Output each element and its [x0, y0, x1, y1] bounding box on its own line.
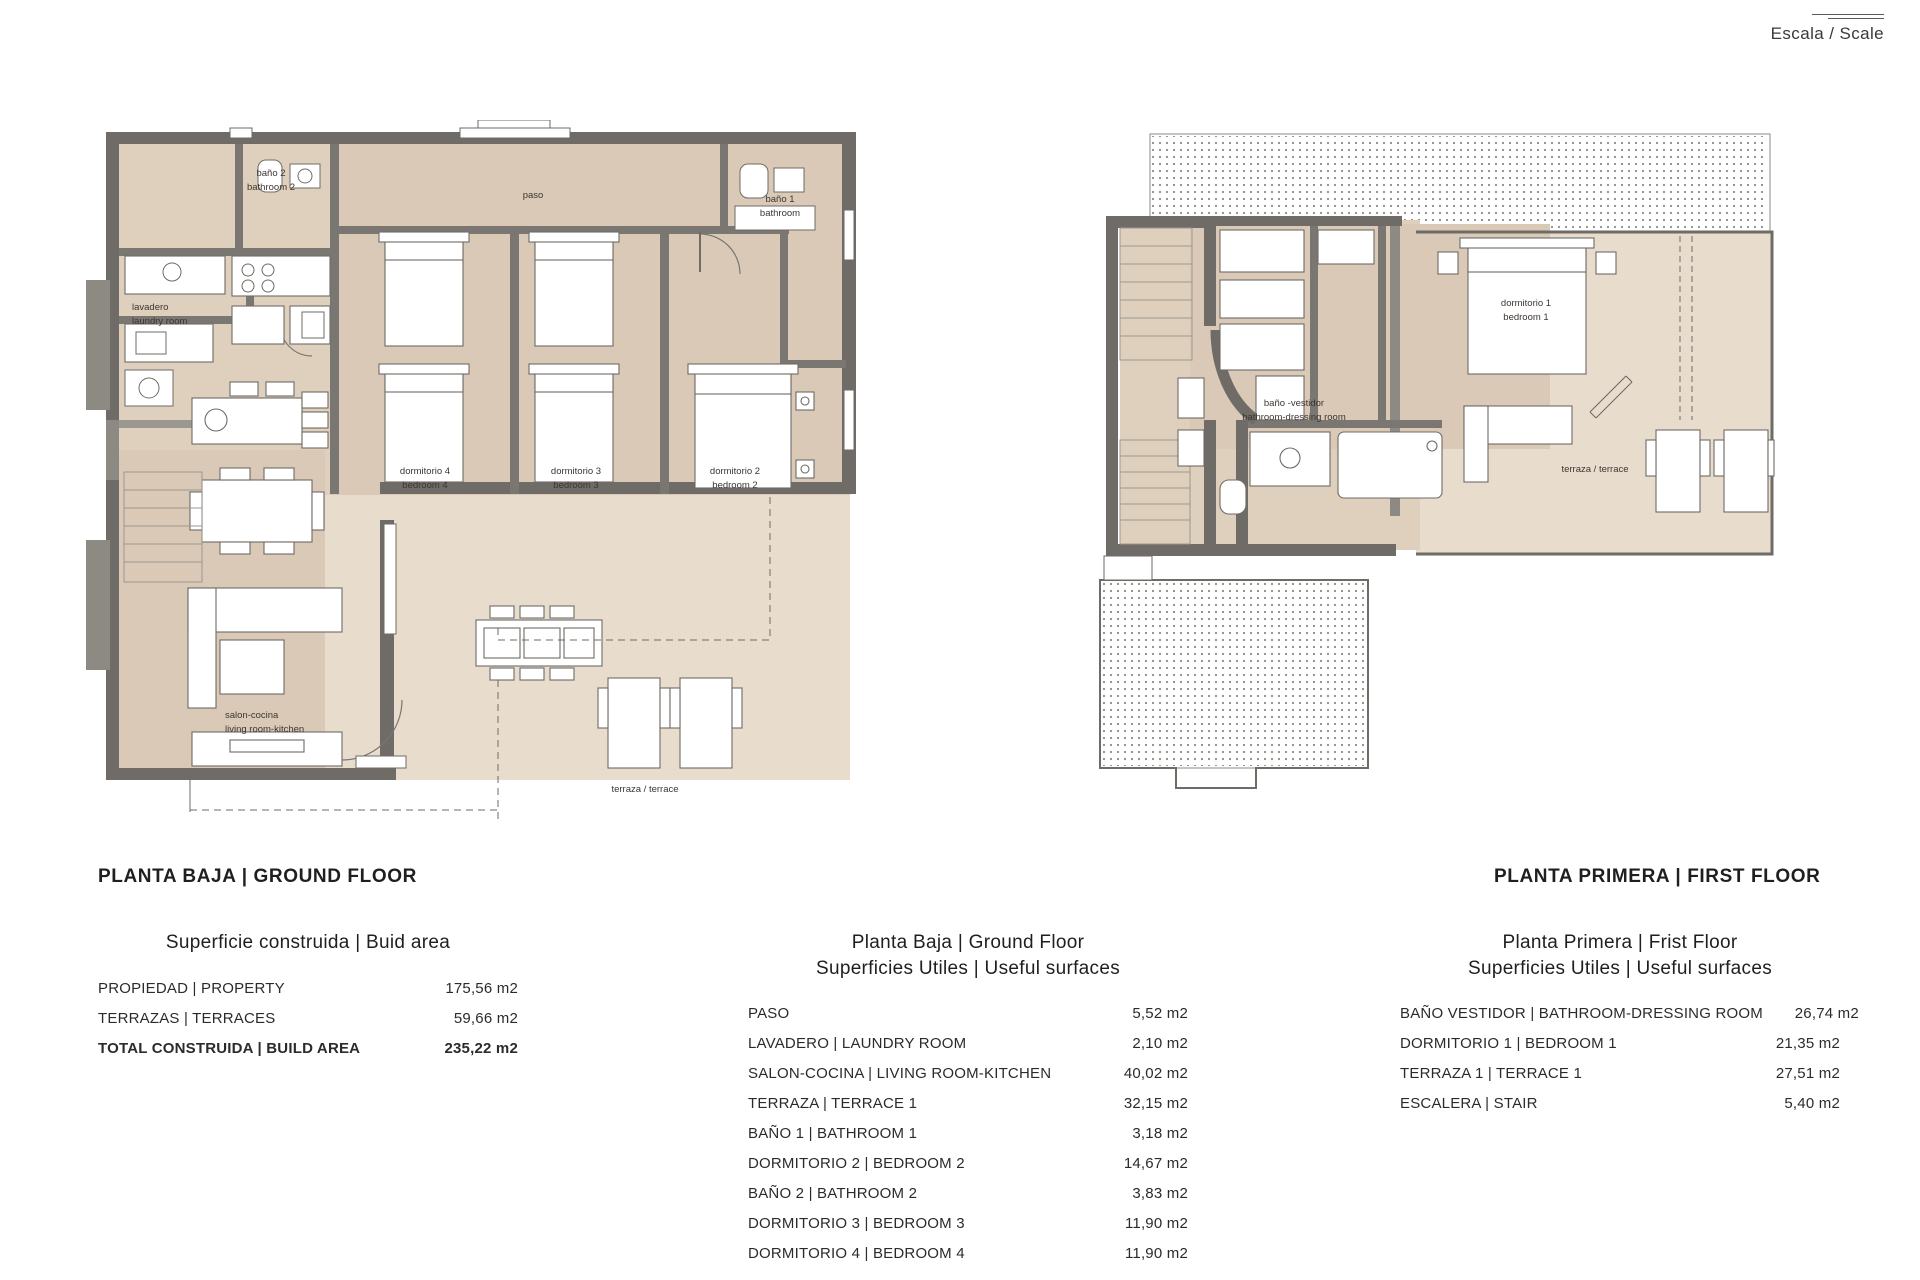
svg-text:bedroom 3: bedroom 3	[553, 480, 599, 491]
first-surfaces-rows	[1400, 999, 1859, 1119]
surface-row	[98, 1034, 518, 1064]
svg-text:baño -vestidor: baño -vestidor	[1263, 398, 1325, 409]
surface-row-label: DORMITORIO 4 | BEDROOM 4	[748, 1245, 965, 1263]
svg-text:terraza / terrace: terraza / terrace	[1561, 464, 1629, 475]
surface-row-value: 3,83 m2	[1132, 1185, 1188, 1203]
build-area-rows	[98, 974, 518, 1064]
ground-surfaces-title	[748, 930, 1188, 981]
svg-text:terraza / terrace: terraza / terrace	[611, 784, 679, 795]
svg-text:paso: paso	[522, 190, 544, 201]
svg-text:bathroom: bathroom	[759, 208, 801, 219]
surface-row	[98, 1004, 518, 1034]
svg-text:baño 1: baño 1	[765, 194, 795, 205]
first-surfaces-title-line2: Superficies Utiles | Useful surfaces	[1467, 957, 1772, 979]
surface-row-value: 2,10 m2	[1132, 1035, 1188, 1053]
surface-row-value: 27,51 m2	[1775, 1065, 1840, 1083]
scale-bar-top	[1812, 14, 1884, 15]
svg-text:bathroom 2: bathroom 2	[246, 182, 296, 193]
surface-row-value: 11,90 m2	[1124, 1245, 1188, 1263]
surface-row-value: 59,66 m2	[453, 1009, 518, 1027]
ground-floor-plan	[80, 120, 900, 820]
first-surfaces-title	[1400, 930, 1840, 981]
surface-row-label: ESCALERA | STAIR	[1400, 1095, 1538, 1113]
surface-row-label: DORMITORIO 3 | BEDROOM 3	[748, 1215, 965, 1233]
surface-row-label: TERRAZAS | TERRACES	[98, 1009, 276, 1027]
ground-surfaces-table	[748, 930, 1188, 1269]
surface-row-label: BAÑO VESTIDOR | BATHROOM-DRESSING ROOM	[1400, 1005, 1763, 1023]
svg-text:dormitorio 4: dormitorio 4	[399, 466, 451, 477]
surface-row	[748, 1089, 1188, 1119]
svg-text:bedroom 1: bedroom 1	[1503, 312, 1549, 323]
surface-row-label: BAÑO 2 | BATHROOM 2	[748, 1185, 918, 1203]
surface-row	[1400, 999, 1859, 1029]
surface-row-value: 11,90 m2	[1124, 1215, 1188, 1233]
svg-text:living room-kitchen: living room-kitchen	[225, 724, 305, 735]
svg-text:dormitorio 1: dormitorio 1	[1500, 298, 1552, 309]
surface-row	[748, 1209, 1188, 1239]
build-area-table	[98, 930, 518, 1064]
surface-row-value: 5,52 m2	[1132, 1005, 1188, 1023]
surface-row-label: DORMITORIO 2 | BEDROOM 2	[748, 1155, 965, 1173]
svg-text:bedroom 4: bedroom 4	[402, 480, 448, 491]
svg-text:laundry room: laundry room	[132, 316, 188, 327]
first-floor-drawing	[1100, 134, 1774, 788]
surface-row-value: 26,74 m2	[1794, 1005, 1859, 1023]
surface-row-value: 14,67 m2	[1123, 1155, 1188, 1173]
svg-text:dormitorio 3: dormitorio 3	[550, 466, 602, 477]
surface-row-label: TERRAZA | TERRACE 1	[748, 1095, 918, 1113]
surface-row-value: 3,18 m2	[1132, 1125, 1188, 1143]
build-area-title: Superficie construida | Buid area	[165, 932, 451, 953]
surface-row-value: 175,56 m2	[445, 979, 518, 997]
ground-floor-drawing	[86, 120, 856, 820]
surface-row	[748, 999, 1188, 1029]
surface-row-value: 40,02 m2	[1123, 1065, 1188, 1083]
surface-row-label: DORMITORIO 1 | BEDROOM 1	[1400, 1035, 1617, 1053]
ground-surfaces-title-line2: Superficies Utiles | Useful surfaces	[815, 957, 1120, 979]
ground-floor-title: PLANTA BAJA | GROUND FLOOR	[98, 866, 417, 887]
scale-bar-bottom	[1828, 18, 1884, 19]
surface-row	[748, 1149, 1188, 1179]
ground-surfaces-rows	[748, 999, 1188, 1269]
surface-row	[748, 1029, 1188, 1059]
surface-row	[748, 1179, 1188, 1209]
surface-row	[1400, 1029, 1840, 1059]
surface-row-label: TERRAZA 1 | TERRACE 1	[1400, 1065, 1583, 1083]
surface-row	[1400, 1059, 1840, 1089]
first-surfaces-title-line1: Planta Primera | Frist Floor	[1502, 932, 1738, 953]
surface-row-value: 5,40 m2	[1784, 1095, 1840, 1113]
surface-row	[98, 974, 518, 1004]
surface-row-value: 21,35 m2	[1775, 1035, 1840, 1053]
svg-text:lavadero: lavadero	[132, 302, 169, 313]
surface-row-label: PASO	[748, 1005, 790, 1023]
svg-text:salon-cocina: salon-cocina	[225, 710, 279, 721]
scale-label: Escala / Scale	[1770, 24, 1884, 43]
scale-bars	[1771, 14, 1884, 19]
surface-row	[748, 1059, 1188, 1089]
svg-text:baño 2: baño 2	[256, 168, 286, 179]
surface-row-label: BAÑO 1 | BATHROOM 1	[748, 1125, 918, 1143]
first-surfaces-table	[1400, 930, 1859, 1119]
surface-row-value: 32,15 m2	[1123, 1095, 1188, 1113]
surface-row-label: LAVADERO | LAUNDRY ROOM	[748, 1035, 967, 1053]
surface-row-label: SALON-COCINA | LIVING ROOM-KITCHEN	[748, 1065, 1052, 1083]
surface-row	[748, 1239, 1188, 1269]
svg-text:bathroom-dressing room: bathroom-dressing room	[1242, 412, 1346, 423]
surface-row	[1400, 1089, 1840, 1119]
surface-row-label: PROPIEDAD | PROPERTY	[98, 979, 285, 997]
ground-surfaces-title-line1: Planta Baja | Ground Floor	[851, 932, 1085, 953]
surface-row	[748, 1119, 1188, 1149]
svg-text:dormitorio 2: dormitorio 2	[709, 466, 761, 477]
first-floor-title: PLANTA PRIMERA | FIRST FLOOR	[1494, 866, 1821, 887]
surface-row-label: TOTAL CONSTRUIDA | BUILD AREA	[98, 1039, 361, 1057]
svg-text:bedroom 2: bedroom 2	[712, 480, 758, 491]
surface-row-value: 235,22 m2	[444, 1039, 518, 1057]
scale-block	[1771, 14, 1884, 44]
first-floor-plan	[1060, 120, 1860, 820]
